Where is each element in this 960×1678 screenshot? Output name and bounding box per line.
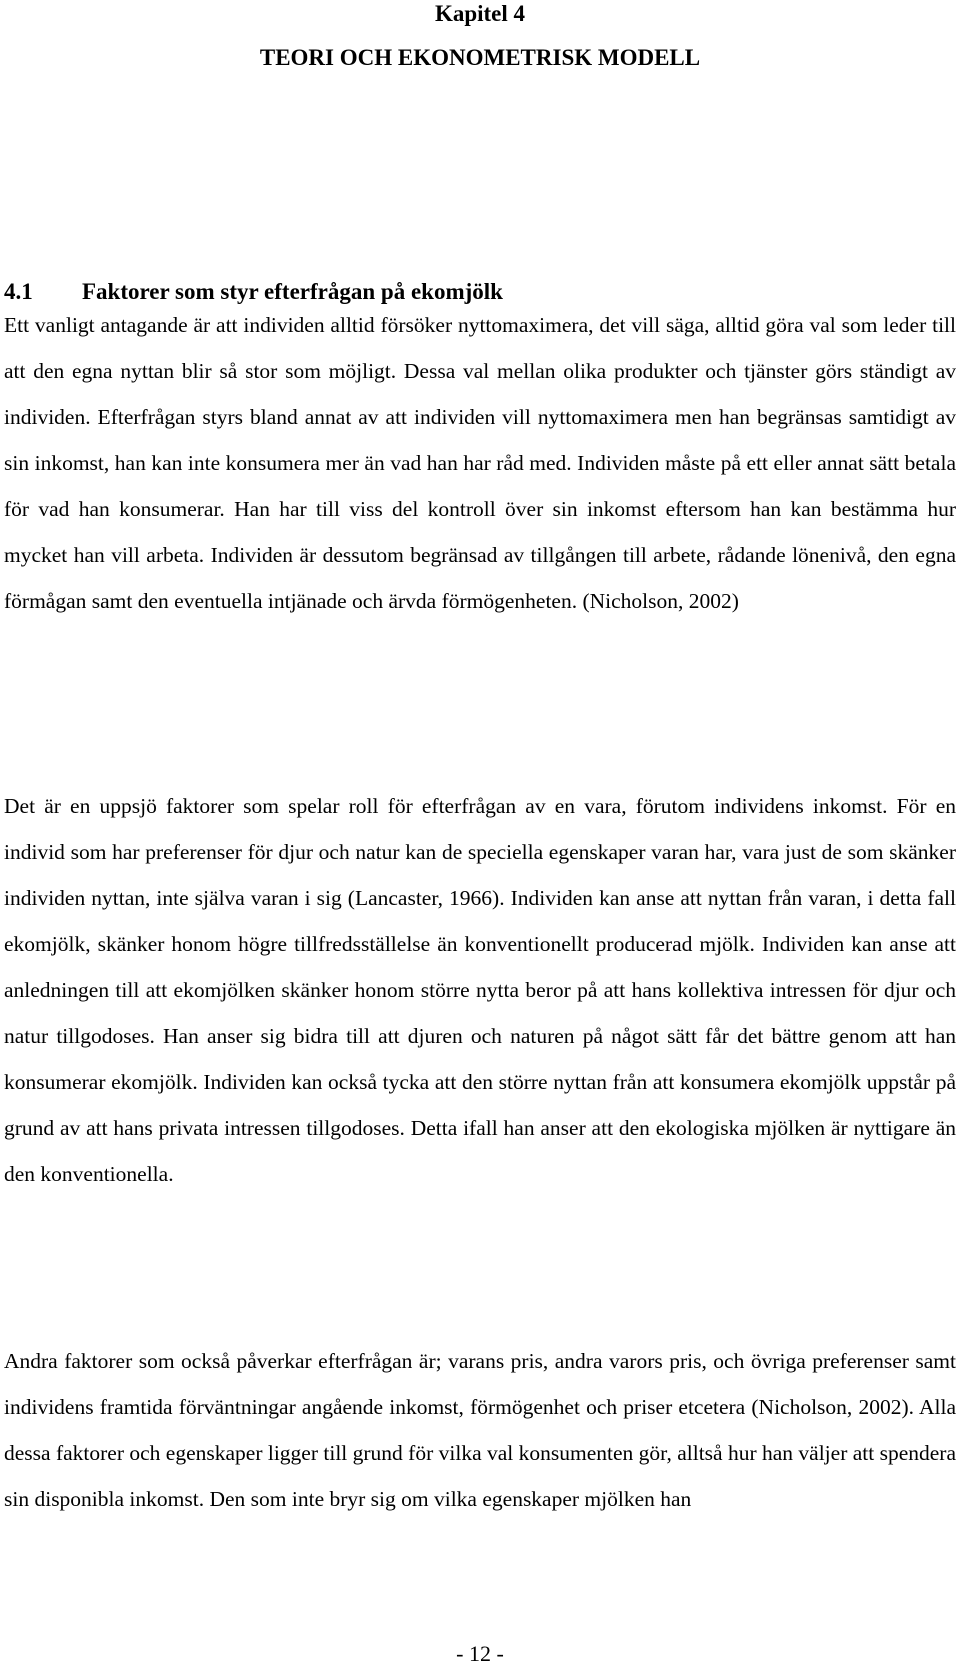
section-number: 4.1 — [4, 279, 33, 304]
page-number: - 12 - — [456, 1641, 504, 1666]
body-paragraph-2: Det är en uppsjö faktorer som spelar roll för efterfrågan av en vara, förutom individens inkomst. För en individ som har preferenser för djur och natur kan de speciella egenskaper varan har, vara just de som skänker individen nyttan, inte själva varan i sig (Lancaster, 1966). Individen kan anse att nyttan från varan, i detta fall ekomjölk, skänker honom högre tillfredsställelse än konventionellt producerad mjölk. Individen kan anse att anledningen till att ekomjölken skänker honom större nytta beror på att hans kollektiva intressen för djur och natur tillgodoses. Han anser sig bidra till att djuren och naturen på något sätt får det bättre genom att han konsumerar ekomjölk. Individen kan också tycka att den större nyttan från att konsumera ekomjölk uppstår på grund av att hans privata intressen tillgodoses. Detta ifall han anser att den ekologiska mjölken är nyttigare än den konventionella. — [4, 794, 956, 1186]
body-paragraph-1: Ett vanligt antagande är att individen alltid försöker nyttomaximera, det vill säga, alltid göra val som leder till att den egna nyttan blir så stor som möjligt. Dessa val mellan olika produkter och tjänster görs ständigt av individen. Efterfrågan styrs bland annat av att individen vill nyttomaximera men han begränsas samtidigt av sin inkomst, han kan inte konsumera mer än vad han har råd med. Individen måste på ett eller annat sätt betala för vad han konsumerar. Han har till viss del kontroll över sin inkomst eftersom han kan bestämma hur mycket han vill arbeta. Individen är dessutom begränsad av tillgången till arbete, rådande lönenivå, den egna förmågan samt den eventuella intjänade och ärvda förmögenheten. (Nicholson, 2002) — [4, 313, 956, 613]
body-paragraph-3: Andra faktorer som också påverkar efterfrågan är; varans pris, andra varors pris, och övriga preferenser samt individens framtida förväntningar angående inkomst, förmögenhet och priser etcetera (Nicholson, 2002). Alla dessa faktorer och egenskaper ligger till grund för vilka val konsumenten gör, alltså hur han väljer att spendera sin disponibla inkomst. Den som inte bryr sig om vilka egenskaper mjölken han — [4, 1349, 956, 1511]
chapter-title: TEORI OCH EKONOMETRISK MODELL — [259, 45, 701, 70]
section-title: Faktorer som styr efterfrågan på ekomjölk — [82, 279, 503, 304]
chapter-label: Kapitel 4 — [434, 1, 526, 26]
